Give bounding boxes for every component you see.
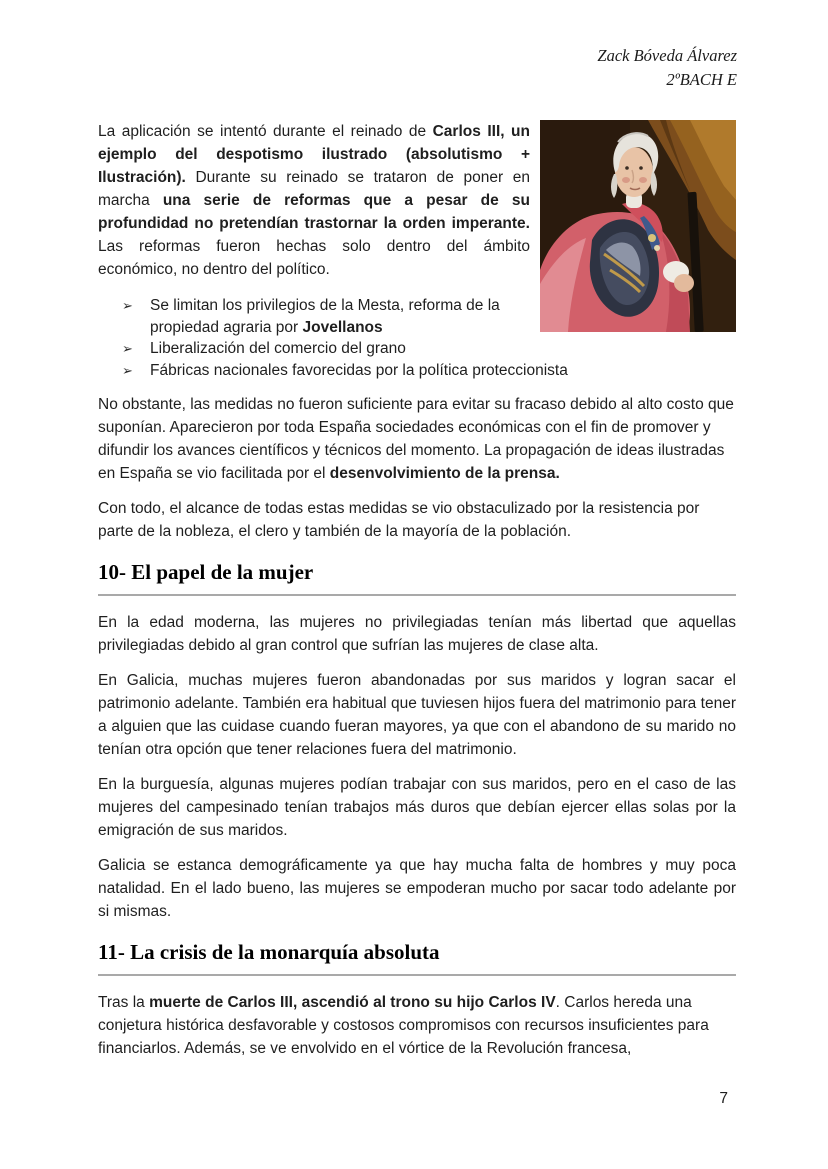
text-run: La aplicación se intentó durante el reinado de — [98, 123, 433, 140]
section-heading: 11- La crisis de la monarquía absoluta — [98, 940, 440, 964]
text-run: Durante su reinado se trataron de poner en marcha — [98, 169, 530, 209]
text-run: Con todo, el alcance de todas estas medidas se vio obstaculizado por la resistencia por parte de la nobleza, el clero y también de la mayoría de la población. — [98, 500, 700, 540]
paragraph — [98, 773, 736, 842]
paragraph — [98, 991, 736, 1060]
bold-run: muerte de Carlos III, ascendió al trono su hijo Carlos IV — [149, 994, 556, 1011]
document-header — [0, 44, 737, 92]
bullet-text — [150, 295, 530, 338]
paragraph — [98, 854, 736, 923]
section-divider — [98, 974, 736, 976]
text-run: En Galicia, muchas mujeres fueron abandonadas por sus maridos y logran sacar el patrimonio adelante. También era habitual que tuviesen hijos fuera del matrimonio para tener a alguien que las cuidase cuando fueran mayores, ya que con el abandono de su marido no tenían otra opción que tener relaciones fuera del matrimonio. — [98, 672, 736, 758]
paragraph — [98, 669, 736, 761]
paragraph — [98, 611, 736, 657]
bullet-arrow-icon: ➢ — [122, 341, 133, 356]
bold-run: Jovellanos — [302, 318, 383, 336]
header-course: 2ºBACH E — [666, 70, 737, 89]
bullet-item — [122, 295, 530, 338]
text-run: Se limitan los privilegios de la Mesta, reforma de la propiedad agraria por — [150, 297, 500, 336]
bold-run: una serie de reformas que a pesar de su profundidad no pretendían trastornar la orden imperante. — [98, 192, 530, 232]
bullet-text — [150, 338, 530, 360]
bullet-item — [122, 338, 530, 360]
bullet-item — [122, 360, 736, 382]
carlos-iii-portrait — [540, 120, 736, 332]
text-run: Galicia se estanca demográficamente ya que hay mucha falta de hombres y muy poca natalidad. En el lado bueno, las mujeres se empoderan mucho por sacar todo adelante por si mismas. — [98, 857, 736, 920]
bullet-arrow-icon: ➢ — [122, 362, 133, 378]
page-number: 7 — [719, 1090, 728, 1107]
paragraph — [98, 393, 736, 485]
text-run: Fábricas nacionales favorecidas por la política proteccionista — [150, 361, 568, 379]
bullet-text — [150, 360, 736, 382]
bold-run: desenvolvimiento de la prensa. — [329, 465, 560, 482]
text-run: Tras la — [98, 994, 150, 1011]
section-heading: 10- El papel de la mujer — [98, 560, 314, 584]
text-run: Las reformas fueron hechas solo dentro del ámbito económico, no dentro del político. — [98, 238, 530, 278]
text-run: . Carlos hereda una conjetura histórica desfavorable y costosos compromisos con recursos insuficientes para financiarlos. Además, se ve envolvido en el vórtice de la Revolución francesa, — [98, 994, 709, 1057]
text-run: En la edad moderna, las mujeres no privilegiadas tenían más libertad que aquellas privilegiadas debido al gran control que sufrían las mujeres de clase alta. — [98, 614, 736, 654]
paragraph — [98, 497, 736, 543]
text-run: No obstante, las medidas no fueron suficiente para evitar su fracaso debido al alto costo que suponían. Aparecieron por toda España sociedades económicas con el fin de promover y difundir los avances científicos y técnicos del momento. La propagación de ideas ilustradas en España se vio facilitada por el — [98, 396, 734, 482]
header-author: Zack Bóveda Álvarez — [597, 46, 737, 65]
bullet-arrow-icon: ➢ — [122, 298, 133, 313]
bold-run: Carlos III, un ejemplo del despotismo ilustrado (absolutismo + Ilustración). — [98, 123, 530, 186]
text-run: Liberalización del comercio del grano — [150, 340, 406, 357]
section-divider — [98, 594, 736, 596]
document-body — [98, 120, 736, 1060]
carlos-iii-portrait-image — [540, 120, 736, 332]
text-run: En la burguesía, algunas mujeres podían trabajar con sus maridos, pero en el caso de las mujeres del campesinado tenían trabajos más duros que debían ejercer ellas solas por la emigración de sus maridos. — [98, 776, 736, 839]
